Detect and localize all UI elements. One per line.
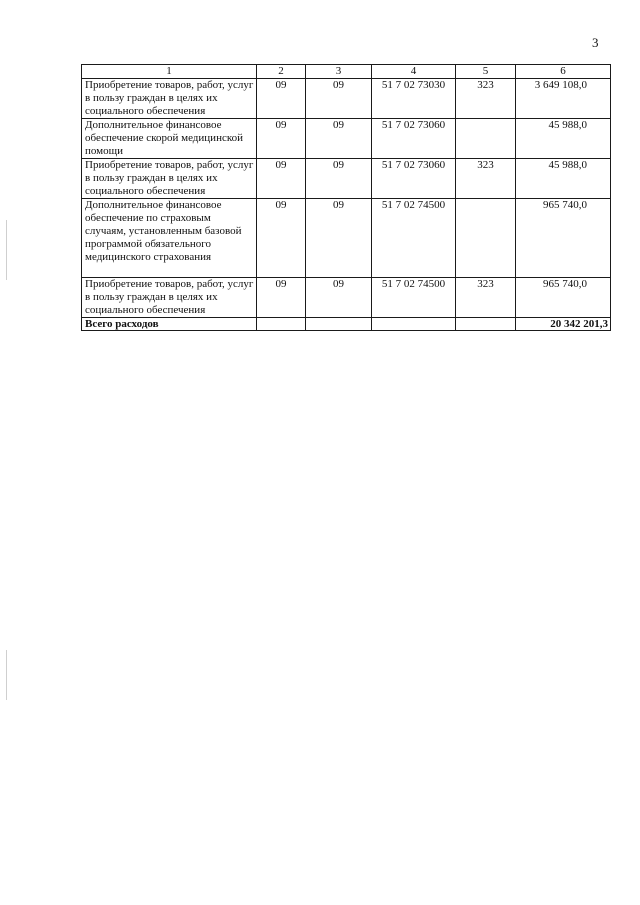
row-amount: 965 740,0 — [516, 278, 611, 318]
row-subsection: 09 — [306, 278, 372, 318]
total-empty-cell — [257, 318, 306, 331]
row-name: Приобретение товаров, работ, услуг в пользу граждан в целях их социального обеспечения — [82, 79, 257, 119]
row-amount: 45 988,0 — [516, 159, 611, 199]
row-section: 09 — [257, 199, 306, 278]
total-row — [82, 318, 611, 331]
row-amount: 965 740,0 — [516, 199, 611, 278]
table-row — [82, 159, 611, 199]
row-subsection: 09 — [306, 79, 372, 119]
scan-edge-mark — [6, 650, 7, 700]
column-header-4: 4 — [372, 65, 456, 79]
row-target-item: 51 7 02 73060 — [372, 119, 456, 159]
row-name: Приобретение товаров, работ, услуг в пользу граждан в целях их социального обеспечения — [82, 159, 257, 199]
column-header-1: 1 — [82, 65, 257, 79]
row-expense-type: 323 — [456, 79, 516, 119]
column-number-row — [82, 65, 611, 79]
row-expense-type: 323 — [456, 278, 516, 318]
row-subsection: 09 — [306, 159, 372, 199]
row-name: Приобретение товаров, работ, услуг в пользу граждан в целях их социального обеспечения — [82, 278, 257, 318]
row-amount: 45 988,0 — [516, 119, 611, 159]
row-expense-type — [456, 119, 516, 159]
budget-expenditure-table — [81, 64, 611, 331]
total-empty-cell — [456, 318, 516, 331]
total-amount: 20 342 201,3 — [516, 318, 611, 331]
total-empty-cell — [306, 318, 372, 331]
row-target-item: 51 7 02 73060 — [372, 159, 456, 199]
page-number: 3 — [592, 35, 599, 50]
row-section: 09 — [257, 119, 306, 159]
total-empty-cell — [372, 318, 456, 331]
table-row — [82, 119, 611, 159]
row-amount: 3 649 108,0 — [516, 79, 611, 119]
row-section: 09 — [257, 159, 306, 199]
column-header-5: 5 — [456, 65, 516, 79]
row-section: 09 — [257, 79, 306, 119]
scan-edge-mark — [6, 220, 7, 280]
table-row — [82, 199, 611, 278]
row-target-item: 51 7 02 74500 — [372, 278, 456, 318]
row-subsection: 09 — [306, 119, 372, 159]
column-header-6: 6 — [516, 65, 611, 79]
table-row — [82, 278, 611, 318]
column-header-2: 2 — [257, 65, 306, 79]
column-header-3: 3 — [306, 65, 372, 79]
table-row — [82, 79, 611, 119]
total-label: Всего расходов — [82, 318, 257, 331]
row-expense-type — [456, 199, 516, 278]
row-section: 09 — [257, 278, 306, 318]
row-name: Дополнительное финансовое обеспечение скорой медицинской помощи — [82, 119, 257, 159]
row-name: Дополнительное финансовое обеспечение по страховым случаям, установленным базовой программой обязательного медицинского страхования — [82, 199, 257, 278]
row-target-item: 51 7 02 74500 — [372, 199, 456, 278]
row-target-item: 51 7 02 73030 — [372, 79, 456, 119]
row-expense-type: 323 — [456, 159, 516, 199]
row-subsection: 09 — [306, 199, 372, 278]
